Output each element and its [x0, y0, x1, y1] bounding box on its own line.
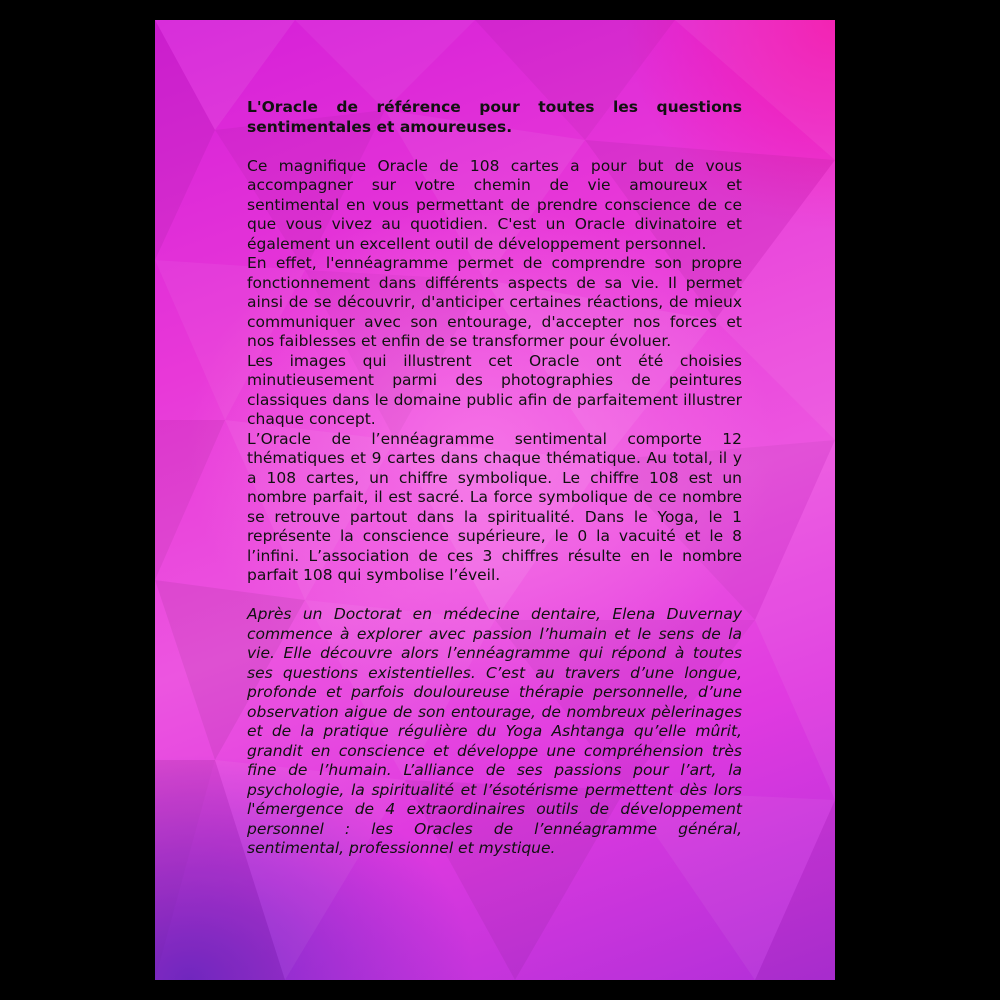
author-bio: Après un Doctorat en médecine dentaire, Elena Duvernay commence à explorer avec passion l’humain et le sens de la vie. Elle découvre alors l’ennéagramme qui répond à toutes ses questions existentielles. C’est au travers d’une longue, profonde et parfois douloureuse thérapie personnelle, d’une observation aigue de son entourage, de nombreux pèlerinages et de la pratique régulière du Yoga Ashtanga qu’elle mûrit, grandit en conscience et développe une compréhension très fine de l’humain. L’alliance de ses passions pour l’art, la psychologie, la spiritualité et l’ésotérisme permettent dès lors l'émergence de 4 extraordinaires outils de développement personnel : les Oracles de l’ennéagramme général, sentimental, professionnel et mystique.: [247, 605, 742, 857]
back-cover-page: [155, 20, 835, 980]
paragraph-images: Les images qui illustrent cet Oracle ont été choisies minutieusement parmi des photographies de peintures classiques dans le domaine public afin de parfaitement illustrer chaque concept.: [247, 351, 742, 428]
paragraph-enneagram: En effet, l'ennéagramme permet de comprendre son propre fonctionnement dans différents aspects de sa vie. Il permet ainsi de se découvrir, d'anticiper certaines réactions, de mieux communiquer avec son entourage, d'accepter nos forces et nos faiblesses et enfin de se transformer pour évoluer.: [247, 254, 742, 350]
description-text: [247, 98, 742, 859]
paragraph-108-cards: L’Oracle de l’ennéagramme sentimental comporte 12 thématiques et 9 cartes dans chaque thématique. Au total, il y a 108 cartes, un chiffre symbolique. Le chiffre 108 est un nombre parfait, il est sacré. La force symbolique de ce nombre se retrouve partout dans la spiritualité. Dans le Yoga, le 1 représente la conscience supérieure, le 0 la vacuité et le 8 l’infini. L’association de ces 3 chiffres résulte en le nombre parfait 108 qui symbolise l’éveil.: [247, 429, 742, 584]
paragraph-intro: Ce magnifique Oracle de 108 cartes a pour but de vous accompagner sur votre chemin de vie amoureux et sentimental en vous permettant de prendre conscience de ce que vous vivez au quotidien. C'est un Oracle divinatoire et également un excellent outil de développement personnel.: [247, 156, 742, 253]
paragraph-spacer: [247, 586, 742, 606]
headline: L'Oracle de référence pour toutes les questions sentimentales et amoureuses.: [247, 98, 742, 136]
